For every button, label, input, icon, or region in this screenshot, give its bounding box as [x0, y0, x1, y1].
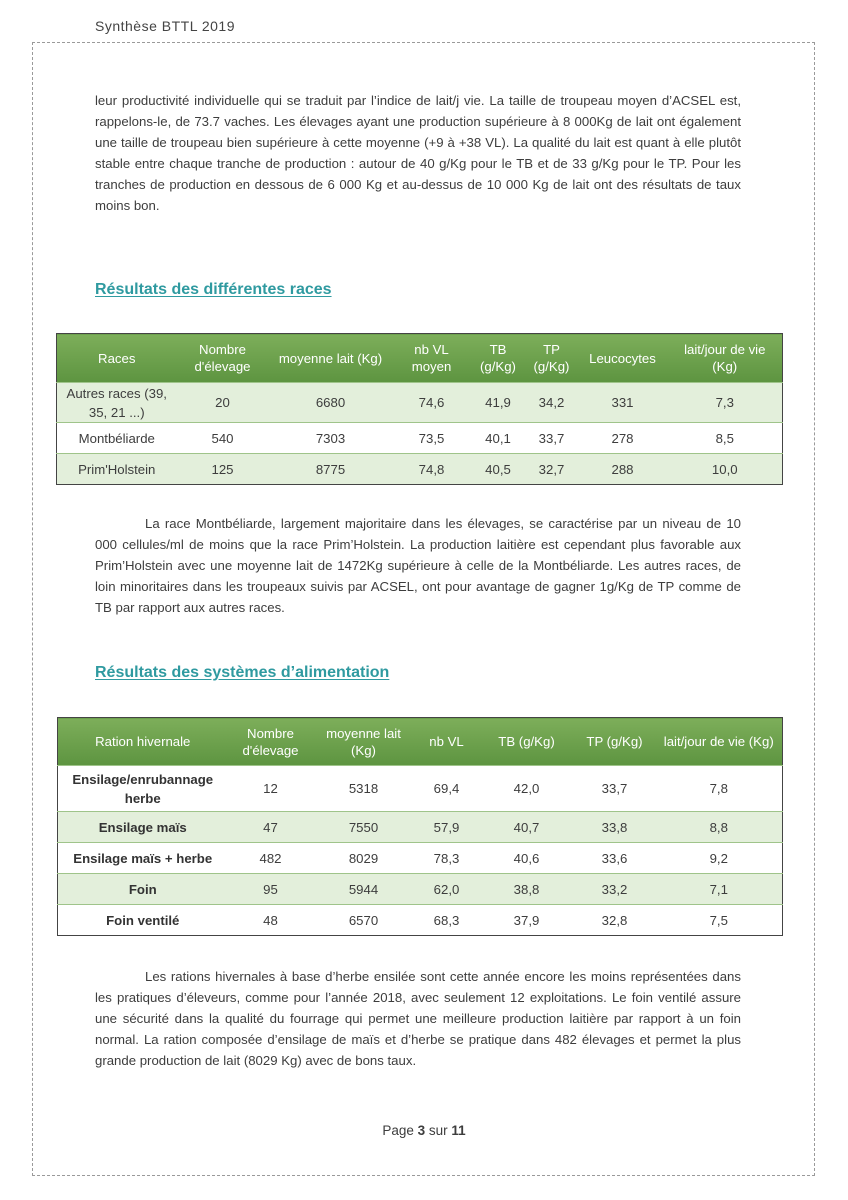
alimentation-header-cell: moyenne lait (Kg) [314, 718, 414, 766]
table-cell: 38,8 [480, 874, 574, 905]
table-cell: 12 [228, 766, 314, 812]
table-cell: 74,8 [393, 454, 471, 485]
paragraph-productivity: leur productivité individuelle qui se traduit par l’indice de lait/j vie. La taille de troupeau moyen d’ACSEL est, rappelons-le, de 73.7 vaches. Les élevages ayant une production supérieure à 8 000Kg de lait ont également une taille de troupeau bien supérieure à cette moyenne (+9 à +38 VL). La qualité du lait est quant à elle plutôt stable entre chaque tranche de production : autour de 40 g/Kg pour le TB et de 33 g/Kg pour le TP. Pour les tranches de production en dessous de 6 000 Kg et au-dessus de 10 000 Kg de lait ont des résultats de taux moins bon. [95, 93, 741, 213]
races-table [56, 333, 783, 485]
ration-name-cell: Foin ventilé [58, 905, 228, 936]
table-row [57, 423, 783, 454]
table-row [57, 383, 783, 423]
alimentation-table [57, 717, 783, 936]
table-row [58, 874, 783, 905]
table-cell: 20 [177, 383, 269, 423]
races-header-cell: Leucocytes [578, 334, 668, 383]
paragraph-alimentation-analysis: Les rations hivernales à base d’herbe ensilée sont cette année encore les moins représentées dans les pratiques d’éleveurs, comme pour l’année 2018, avec seulement 12 exploitations. Le foin ventilé assure une sécurité dans la qualité du fourrage qui permet une meilleure production laitière par rapport à un foin normal. La ration composée d’ensilage de maïs et d’herbe se pratique dans 482 élevages et permet la plus grande production de lait (8029 Kg) avec de bons taux. [95, 969, 741, 1068]
page-number-prefix: Page [382, 1123, 418, 1138]
table-cell: 74,6 [393, 383, 471, 423]
paragraph-races-analysis: La race Montbéliarde, largement majoritaire dans les élevages, se caractérise par un niveau de 10 000 cellules/ml de moins que la race Prim’Holstein. La production laitière est cependant plus favorable aux Prim’Holstein avec une moyenne lait de 1472Kg supérieure à celle de la Montbéliarde. Les autres races, de loin minoritaires dans les troupeaux suivis par ACSEL, ont pour avantage de gagner 1g/Kg de TP comme de TB par rapport aux autres races. [95, 516, 741, 615]
table-cell: 33,7 [526, 423, 578, 454]
table-cell: 331 [578, 383, 668, 423]
alimentation-header-cell: Nombre d'élevage [228, 718, 314, 766]
alimentation-header-cell: TB (g/Kg) [480, 718, 574, 766]
races-header-cell: TP (g/Kg) [526, 334, 578, 383]
ration-name-cell: Ensilage maïs + herbe [58, 843, 228, 874]
table-cell: 8029 [314, 843, 414, 874]
races-header-row [57, 334, 783, 383]
table-cell: 7,1 [656, 874, 783, 905]
table-cell: 6680 [269, 383, 393, 423]
table-row [58, 812, 783, 843]
page-number-middle: sur [425, 1123, 452, 1138]
table-cell: 10,0 [668, 454, 783, 485]
table-cell: 7,8 [656, 766, 783, 812]
table-cell: 37,9 [480, 905, 574, 936]
table-row [57, 454, 783, 485]
table-cell: 125 [177, 454, 269, 485]
table-cell: 62,0 [414, 874, 480, 905]
alimentation-header-cell: lait/jour de vie (Kg) [656, 718, 783, 766]
page-number [0, 1123, 848, 1138]
table-cell: 33,7 [574, 766, 656, 812]
race-name-cell: Montbéliarde [57, 423, 177, 454]
races-header-cell: Nombre d'élevage [177, 334, 269, 383]
table-cell: 95 [228, 874, 314, 905]
races-header-cell: moyenne lait (Kg) [269, 334, 393, 383]
table-cell: 5318 [314, 766, 414, 812]
races-header-cell: lait/jour de vie (Kg) [668, 334, 783, 383]
table-cell: 47 [228, 812, 314, 843]
table-cell: 288 [578, 454, 668, 485]
race-name-cell: Prim'Holstein [57, 454, 177, 485]
table-cell: 41,9 [471, 383, 526, 423]
table-cell: 57,9 [414, 812, 480, 843]
table-row [58, 766, 783, 812]
table-cell: 68,3 [414, 905, 480, 936]
table-row [58, 843, 783, 874]
table-cell: 40,6 [480, 843, 574, 874]
table-cell: 7,3 [668, 383, 783, 423]
table-cell: 73,5 [393, 423, 471, 454]
table-cell: 33,8 [574, 812, 656, 843]
table-cell: 7,5 [656, 905, 783, 936]
table-cell: 540 [177, 423, 269, 454]
table-cell: 78,3 [414, 843, 480, 874]
table-cell: 5944 [314, 874, 414, 905]
alimentation-header-cell: nb VL [414, 718, 480, 766]
table-cell: 40,1 [471, 423, 526, 454]
races-header-cell: TB (g/Kg) [471, 334, 526, 383]
table-cell: 42,0 [480, 766, 574, 812]
ration-name-cell: Ensilage/enrubannage herbe [58, 766, 228, 812]
table-cell: 8,8 [656, 812, 783, 843]
race-name-cell: Autres races (39, 35, 21 ...) [57, 383, 177, 423]
table-cell: 34,2 [526, 383, 578, 423]
table-cell: 33,2 [574, 874, 656, 905]
alimentation-header-cell: Ration hivernale [58, 718, 228, 766]
ration-name-cell: Foin [58, 874, 228, 905]
alimentation-header-cell: TP (g/Kg) [574, 718, 656, 766]
table-cell: 9,2 [656, 843, 783, 874]
races-header-cell: Races [57, 334, 177, 383]
page-number-current: 3 [417, 1123, 426, 1138]
table-cell: 48 [228, 905, 314, 936]
table-cell: 33,6 [574, 843, 656, 874]
ration-name-cell: Ensilage maïs [58, 812, 228, 843]
table-cell: 40,7 [480, 812, 574, 843]
section-title-alimentation: Résultats des systèmes d’alimentation [95, 664, 390, 681]
page-number-total: 11 [451, 1123, 466, 1138]
table-cell: 32,8 [574, 905, 656, 936]
table-cell: 8,5 [668, 423, 783, 454]
table-cell: 6570 [314, 905, 414, 936]
table-cell: 7550 [314, 812, 414, 843]
table-cell: 482 [228, 843, 314, 874]
table-cell: 278 [578, 423, 668, 454]
table-cell: 8775 [269, 454, 393, 485]
table-cell: 7303 [269, 423, 393, 454]
table-cell: 40,5 [471, 454, 526, 485]
table-cell: 32,7 [526, 454, 578, 485]
table-row [58, 905, 783, 936]
races-header-cell: nb VL moyen [393, 334, 471, 383]
table-cell: 69,4 [414, 766, 480, 812]
document-header-title: Synthèse BTTL 2019 [95, 18, 236, 34]
alimentation-header-row [58, 718, 783, 766]
section-title-races: Résultats des différentes races [95, 281, 332, 298]
